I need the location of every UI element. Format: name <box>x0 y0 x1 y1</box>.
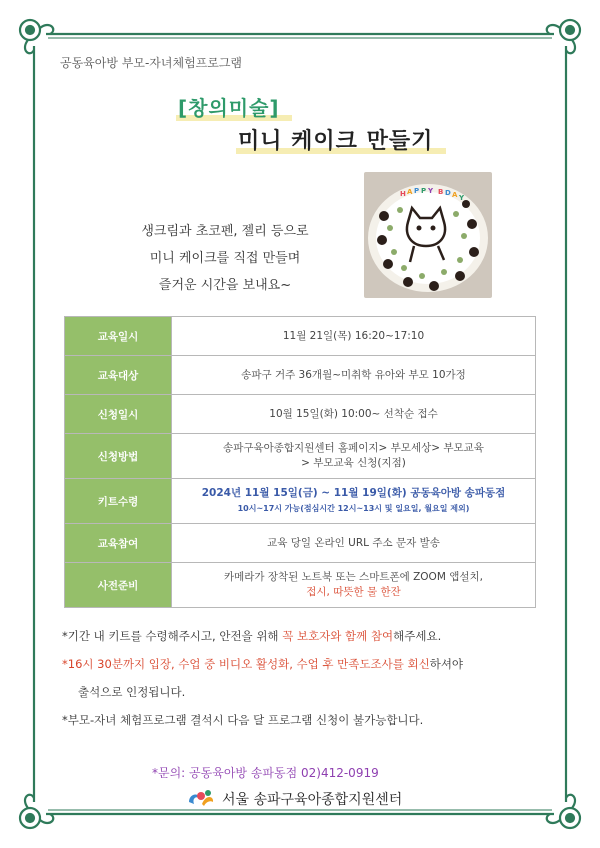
row-label: 교육참여 <box>65 524 172 563</box>
row-label: 사전준비 <box>65 563 172 608</box>
page-title: 미니 케이크 만들기 <box>238 129 434 154</box>
contact-info: *문의: 공동육아방 송파동점 02)412-0919 <box>152 766 379 780</box>
note-text: * <box>62 657 68 671</box>
page-category: [창의미술] <box>178 96 280 120</box>
svg-text:Y: Y <box>428 187 434 195</box>
center-logo <box>186 788 402 810</box>
row-value: 11월 21일(목) 16:20~17:10 <box>172 317 536 356</box>
note-line <box>62 622 562 650</box>
note-emphasis: 꼭 보호자와 함께 참여 <box>282 629 394 643</box>
row-value: 교육 당일 온라인 URL 주소 문자 발송 <box>172 524 536 563</box>
row-value-line: > 부모교육 신청(지점) <box>301 457 406 469</box>
row-label: 신청일시 <box>65 395 172 434</box>
table-row <box>65 563 536 608</box>
table-row <box>65 356 536 395</box>
row-value-line: 송파구육아종합지원센터 홈페이지> 부모세상> 부모교육 <box>223 442 484 454</box>
note-line <box>62 650 562 678</box>
row-value <box>172 563 536 608</box>
cake-photo <box>364 172 492 298</box>
intro-line: 생크림과 초코펜, 젤리 등으로 <box>141 224 309 239</box>
svg-text:A: A <box>452 191 458 199</box>
logo-text: 서울 송파구육아종합지원센터 <box>222 792 403 808</box>
row-value: 송파구 거주 36개월~미취학 유아와 부모 10가정 <box>172 356 536 395</box>
svg-text:D: D <box>445 189 451 197</box>
notes <box>62 622 562 734</box>
row-label: 교육일시 <box>65 317 172 356</box>
note-text: 해주세요. <box>393 629 442 643</box>
intro-text <box>110 218 340 299</box>
table-row <box>65 317 536 356</box>
svg-text:B: B <box>438 188 444 196</box>
intro-line: 즐거운 시간을 보내요~ <box>158 278 292 293</box>
row-value: 10월 15일(화) 10:00~ 선착순 접수 <box>172 395 536 434</box>
logo-icon <box>186 788 216 810</box>
table-row <box>65 434 536 479</box>
svg-text:Y: Y <box>459 194 465 202</box>
table-row <box>65 395 536 434</box>
note-emphasis: 16시 30분까지 입장, 수업 중 비디오 활성화, 수업 후 만족도조사를 회신 <box>67 657 430 671</box>
program-subtitle: 공동육아방 부모-자녀체험프로그램 <box>60 56 243 70</box>
row-value <box>172 479 536 524</box>
svg-text:H: H <box>400 190 406 198</box>
note-text: *기간 내 키트를 수령해주시고, 안전을 위해 <box>62 629 283 643</box>
row-value-line: 2024년 11월 15일(금) ~ 11월 19일(화) 공동육아방 송파동점 <box>201 487 506 499</box>
svg-text:P: P <box>414 187 420 195</box>
svg-text:P: P <box>421 187 427 195</box>
row-value-line: 10시~17시 가능(점심시간 12시~13시 및 일요일, 월요일 제외) <box>237 504 470 513</box>
row-value-line: 카메라가 장착된 노트북 또는 스마트폰에 ZOOM 앱설치, <box>223 571 483 583</box>
note-line: 출석으로 인정됩니다. <box>78 685 186 699</box>
table-row <box>65 479 536 524</box>
svg-text:A: A <box>407 188 413 196</box>
note-text: 하셔야 <box>429 657 464 671</box>
row-label: 신청방법 <box>65 434 172 479</box>
info-table <box>64 316 536 608</box>
note-line: *부모-자녀 체험프로그램 결석시 다음 달 프로그램 신청이 불가능합니다. <box>62 713 424 727</box>
row-value-line: 접시, 따뜻한 물 한잔 <box>306 586 401 598</box>
intro-line: 미니 케이크를 직접 만들며 <box>149 251 301 266</box>
row-label: 키트수령 <box>65 479 172 524</box>
row-label: 교육대상 <box>65 356 172 395</box>
table-row <box>65 524 536 563</box>
row-value <box>172 434 536 479</box>
